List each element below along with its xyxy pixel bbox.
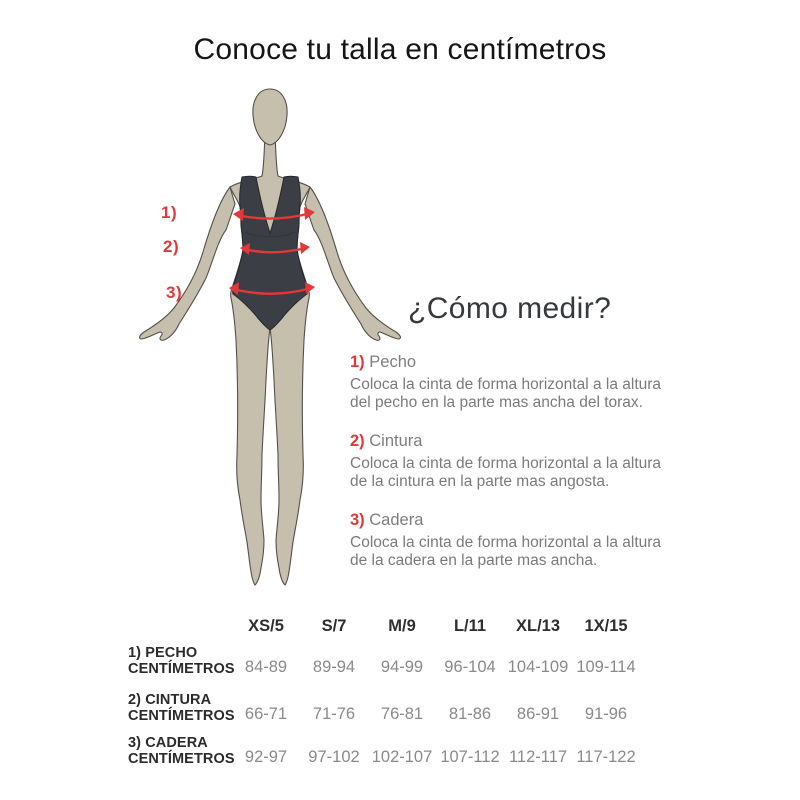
row-label-line: CENTÍMETROS	[128, 751, 235, 767]
measure-step-cadera	[350, 511, 690, 570]
table-cell: 117-122	[576, 748, 636, 766]
measure-step-cintura	[350, 432, 690, 491]
step-text-line: Coloca la cinta de forma horizontal a la altura	[350, 455, 662, 472]
size-col-header: XL/13	[515, 617, 561, 635]
step-name: Pecho	[369, 353, 417, 371]
step-heading	[350, 511, 690, 530]
size-col-header: S/7	[321, 617, 347, 635]
figure-marker-1: 1)	[161, 203, 178, 222]
table-cell: 91-96	[584, 705, 628, 723]
step-number: 1)	[350, 353, 365, 371]
size-col-header: 1X/15	[584, 617, 628, 635]
step-text-line: de la cintura en la parte mas angosta.	[350, 473, 610, 490]
measure-steps	[350, 353, 690, 590]
row-label-line: 1) PECHO	[128, 645, 198, 661]
size-col-header: XS/5	[248, 617, 284, 635]
mannequin-left-arm	[140, 187, 235, 340]
step-heading	[350, 432, 690, 451]
arrowhead-hip-right	[305, 282, 315, 294]
table-cell: 76-81	[380, 705, 424, 723]
table-row-label-cadera	[128, 735, 235, 768]
step-number: 2)	[350, 432, 365, 450]
step-text-line: de la cadera en la parte mas ancha.	[350, 552, 598, 569]
table-cell: 109-114	[576, 658, 636, 676]
size-table-corner	[128, 636, 232, 637]
table-cell: 92-97	[244, 748, 288, 766]
arrowhead-waist-right	[300, 242, 310, 254]
mannequin-head	[253, 89, 287, 145]
table-cell: 71-76	[312, 705, 356, 723]
table-row-label-pecho	[128, 645, 235, 678]
table-cell: 89-94	[312, 658, 356, 676]
mannequin-right-arm	[305, 187, 400, 340]
step-name: Cadera	[369, 511, 424, 529]
table-cell: 96-104	[444, 658, 496, 676]
table-cell: 104-109	[507, 658, 569, 676]
table-cell: 81-86	[448, 705, 492, 723]
row-label-line: 3) CADERA	[128, 735, 208, 751]
table-cell: 97-102	[308, 748, 360, 766]
table-cell: 94-99	[380, 658, 424, 676]
table-row-label-cintura	[128, 692, 235, 725]
size-col-header: M/9	[388, 617, 416, 635]
table-cell: 84-89	[244, 658, 288, 676]
step-text-line: Coloca la cinta de forma horizontal a la altura	[350, 534, 662, 551]
step-number: 3)	[350, 511, 365, 529]
measure-step-pecho	[350, 353, 690, 412]
table-cell: 107-112	[440, 748, 500, 766]
table-cell: 102-107	[371, 748, 433, 766]
arrowhead-chest-left	[233, 208, 244, 221]
step-text-line: del pecho en la parte mas ancha del torax.	[350, 394, 643, 411]
table-cell: 86-91	[516, 705, 560, 723]
step-text-line: Coloca la cinta de forma horizontal a la altura	[350, 376, 662, 393]
table-cell: 112-117	[508, 748, 568, 766]
page-title: Conoce tu talla en centímetros	[193, 33, 607, 66]
row-label-line: CENTÍMETROS	[128, 661, 235, 677]
figure-marker-2: 2)	[163, 237, 180, 256]
size-table	[128, 610, 640, 768]
how-to-measure-title: ¿Cómo medir?	[408, 292, 612, 325]
size-col-header: L/11	[453, 617, 487, 635]
row-label-line: CENTÍMETROS	[128, 708, 235, 724]
figure-marker-3: 3)	[166, 283, 183, 302]
step-heading	[350, 353, 690, 372]
step-name: Cintura	[369, 432, 423, 450]
table-cell: 66-71	[244, 705, 288, 723]
row-label-line: 2) CINTURA	[128, 692, 212, 708]
